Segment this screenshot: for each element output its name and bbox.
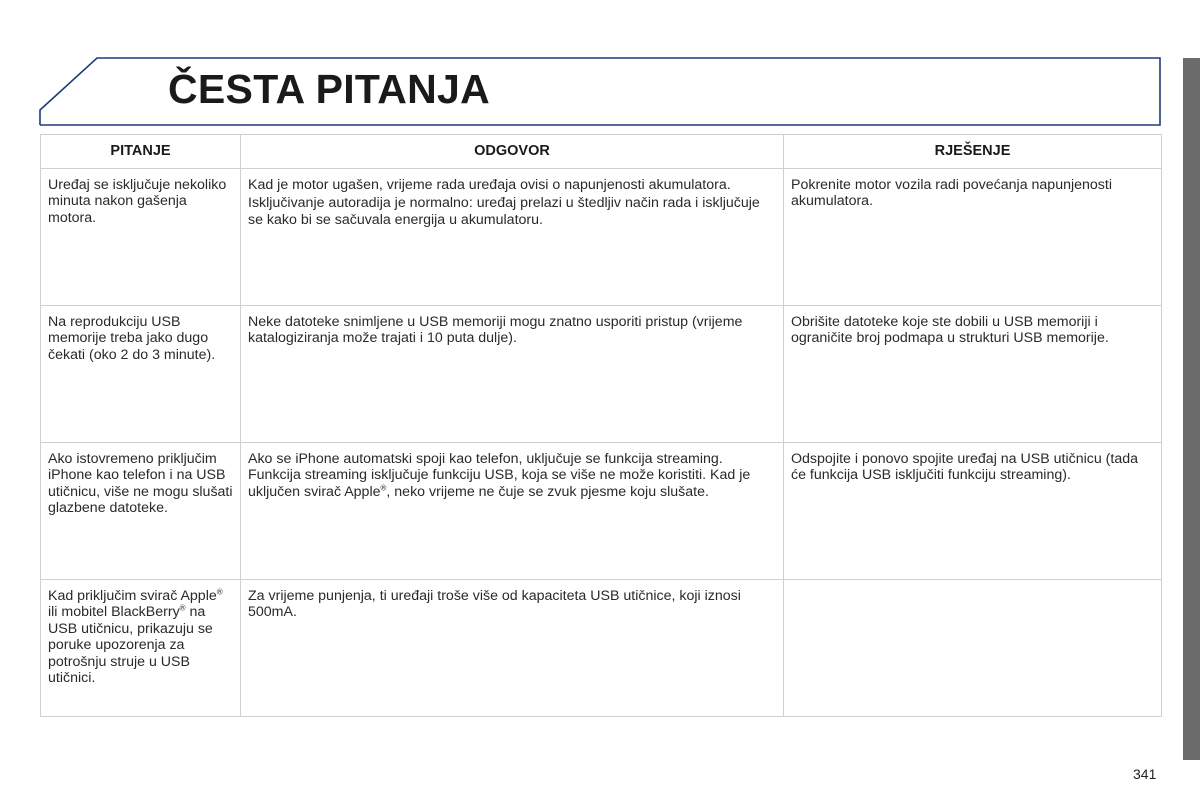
table-row xyxy=(41,580,1162,717)
answer-paragraph: Kad je motor ugašen, vrijeme rada uređaja ovisi o napunjenosti akumulatora. xyxy=(248,177,731,193)
question-text: na USB utičnicu, prikazuju se poruke upozorenja za potrošnju struje u USB utičnici. xyxy=(48,604,213,687)
solution-cell: Odspojite i ponovo spojite uređaj na USB utičnicu (tada će funkcija USB isključiti funkciju streaming). xyxy=(784,443,1162,580)
page-title: ČESTA PITANJA xyxy=(168,66,491,112)
header-solution: RJEŠENJE xyxy=(784,135,1162,169)
question-text: ili mobitel BlackBerry xyxy=(48,604,180,621)
section-side-tab xyxy=(1183,58,1200,760)
question-cell: Uređaj se isključuje nekoliko minuta nakon gašenja motora. xyxy=(41,169,241,306)
answer-cell xyxy=(241,443,784,580)
question-text: Kad priključim svirač Apple xyxy=(48,588,217,604)
answer-cell xyxy=(241,580,784,717)
header-question: PITANJE xyxy=(41,135,241,169)
table-header-row xyxy=(41,135,1162,169)
faq-table xyxy=(40,134,1162,717)
solution-cell: Obrišite datoteke koje ste dobili u USB memoriji i ograničite broj podmapa u strukturi USB memorije. xyxy=(784,306,1162,443)
solution-cell: Pokrenite motor vozila radi povećanja napunjenosti akumulatora. xyxy=(784,169,1162,306)
header-answer: ODGOVOR xyxy=(241,135,784,169)
page-number: 341 xyxy=(1133,766,1157,782)
answer-text: , neko vrijeme ne čuje se zvuk pjesme koju slušate. xyxy=(386,483,709,500)
answer-cell xyxy=(241,169,784,306)
question-cell: Ako istovremeno priključim iPhone kao telefon i na USB utičnicu, više ne mogu slušati glazbene datoteke. xyxy=(41,443,241,580)
answer-text: Ako se iPhone automatski spoji kao telefon, uključuje se funkcija streaming. Funkcija streaming isključuje funkciju USB, koja se više ne može koristiti. Kad je uključen svirač Apple xyxy=(248,451,751,500)
table-row xyxy=(41,443,1162,580)
answer-paragraph: Neke datoteke snimljene u USB memoriji mogu znatno usporiti pristup (vrijeme katalogiziranja može trajati i 10 puta dulje). xyxy=(248,314,743,347)
registered-mark: ® xyxy=(216,587,223,597)
answer-paragraph: Isključivanje autoradija je normalno: uređaj prelazi u štedljiv način rada i isključuje se kako bi se sačuvala energija u akumulatoru. xyxy=(248,195,760,228)
registered-mark: ® xyxy=(380,483,387,493)
answer-paragraph: Za vrijeme punjenja, ti uređaji troše više od kapaciteta USB utičnice, koji iznosi 500mA. xyxy=(248,588,741,621)
registered-mark: ® xyxy=(179,603,186,613)
question-cell xyxy=(41,580,241,717)
solution-cell xyxy=(784,580,1162,717)
table-row xyxy=(41,169,1162,306)
answer-cell xyxy=(241,306,784,443)
table-row xyxy=(41,306,1162,443)
question-cell: Na reprodukciju USB memorije treba jako dugo čekati (oko 2 do 3 minute). xyxy=(41,306,241,443)
